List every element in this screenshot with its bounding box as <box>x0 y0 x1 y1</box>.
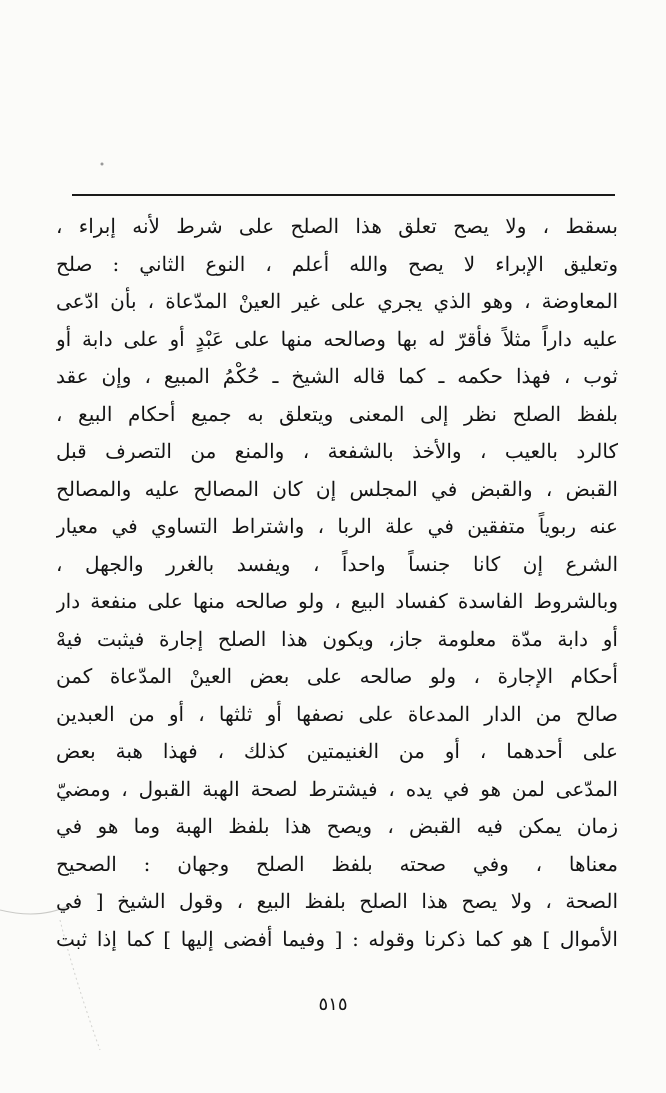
text-line: كالرد بالعيب ، والأخذ بالشفعة ، والمنع من التصرف قبل <box>56 439 618 463</box>
text-line: ثوب ، فهذا حكمه ـ كما قاله الشيخ ـ حُكْمُ المبيع ، وإن عقد <box>56 364 618 388</box>
text-line: الصحة ، ولا يصح هذا الصلح بلفظ البيع ، وقول الشيخ [ في <box>56 889 618 913</box>
text-line: أو دابة مدّة معلومة جاز، ويكون هذا الصلح إجارة فيثبت فيهْ <box>56 626 618 651</box>
text-line: الشرع إن كانا جنساً واحداً ، ويفسد بالغرر والجهل ، <box>56 551 618 576</box>
text-line: وبالشروط الفاسدة كفساد البيع ، ولو صالحه منها على منفعة دار <box>56 589 618 613</box>
body-text <box>56 208 618 958</box>
text-line: عليه داراً مثلاً فأقرّ له بها وصالحه منها على عَبْدٍ أو على دابة أو <box>56 326 618 351</box>
text-line: على أحدهما ، أو من الغنيمتين كذلك ، فهذا هبة بعض <box>56 739 618 763</box>
text-line: معناها ، وفي صحته بلفظ الصلح وجهان : الصحيح <box>56 851 618 876</box>
text-line: المدّعى لمن هو في يده ، فيشترط لصحة الهبة القبول ، ومضيّ <box>56 776 618 801</box>
text-line: عنه ربوياً متفقين في علة الربا ، واشتراط التساوي في معيار <box>56 514 618 538</box>
text-line: أحكام الإجارة ، ولو صالحه على بعض العينْ المدّعاة كمن <box>56 664 618 688</box>
page-number: ٥١٥ <box>318 994 348 1015</box>
text-line: الأموال ] هو كما ذكرنا وقوله : [ وفيما أفضى إليها ] كما إذا ثبت <box>56 926 618 951</box>
paper-mark-top <box>98 160 108 170</box>
text-line: زمان يمكن فيه القبض ، ويصح هذا بلفظ الهبة وما هو في <box>56 814 618 838</box>
text-line: وتعليق الإبراء لا يصح والله أعلم ، النوع الثاني : صلح <box>56 251 618 276</box>
text-line: القبض ، والقبض في المجلس إن كان المصالح عليه والمصالح <box>56 476 618 501</box>
text-line: المعاوضة ، وهو الذي يجري على غير العينْ المدّعاة ، بأن ادّعى <box>56 289 618 313</box>
text-line: بسقط ، ولا يصح تعلق هذا الصلح على شرط لأنه إبراء ، <box>56 214 618 238</box>
text-line: بلفظ الصلح نظر إلى المعنى ويتعلق به جميع أحكام البيع ، <box>56 401 618 426</box>
top-rule <box>72 194 615 196</box>
text-line: صالح من الدار المدعاة على نصفها أو ثلثها ، أو من العبدين <box>56 701 618 726</box>
